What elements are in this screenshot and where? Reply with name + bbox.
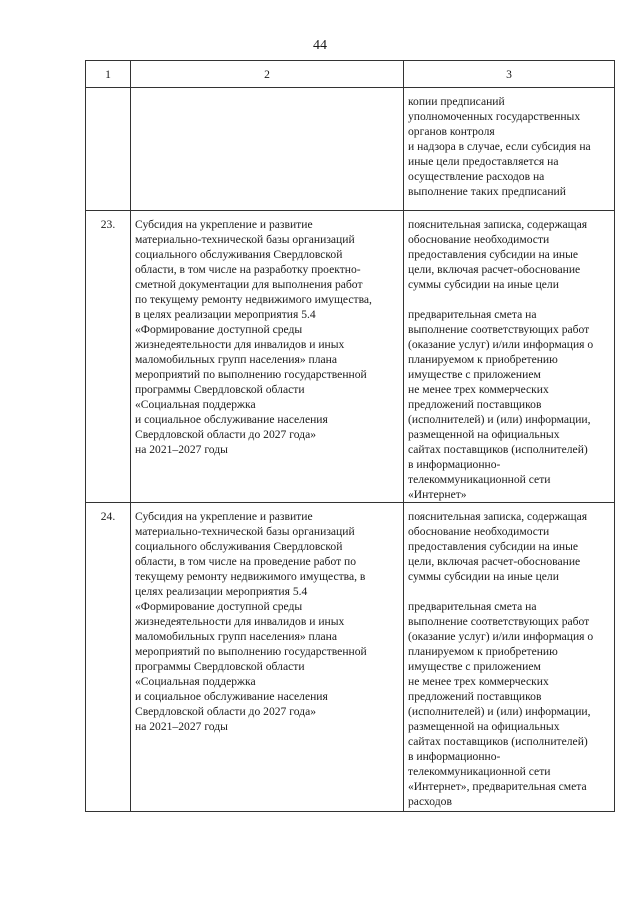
text-line: расходов xyxy=(408,795,452,808)
text-line: не менее трех коммерческих xyxy=(408,383,549,396)
text-line: социального обслуживания Свердловской xyxy=(135,248,343,261)
text-line: (оказание услуг) и/или информация о xyxy=(408,338,594,351)
cell-paragraph xyxy=(408,217,610,292)
text-line: мероприятий по выполнению государственной xyxy=(135,645,367,658)
text-line: «Социальная поддержка xyxy=(135,398,256,411)
text-line: Свердловской области до 2027 года» xyxy=(135,428,317,441)
text-line: Субсидия на укрепление и развитие xyxy=(135,218,313,231)
text-line: суммы субсидии на иные цели xyxy=(408,278,559,291)
text-line: (исполнителей) и (или) информации, xyxy=(408,705,591,718)
text-line: на 2021–2027 годы xyxy=(135,443,228,456)
text-line: предварительная смета на xyxy=(408,308,537,321)
text-line: обоснование необходимости xyxy=(408,525,550,538)
column-header-3: 3 xyxy=(404,61,615,88)
text-line: пояснительная записка, содержащая xyxy=(408,218,588,231)
text-line: маломобильных групп населения» плана xyxy=(135,353,338,366)
text-line: (оказание услуг) и/или информация о xyxy=(408,630,594,643)
table-header-row xyxy=(86,61,615,88)
text-line: иные цели предоставляется на xyxy=(408,155,559,168)
text-line: обоснование необходимости xyxy=(408,233,550,246)
text-line: области, в том числе на проведение работ по xyxy=(135,555,357,568)
text-line: Субсидия на укрепление и развитие xyxy=(135,510,313,523)
text-line: программы Свердловской области xyxy=(135,660,305,673)
table-row xyxy=(86,211,615,503)
text-line: и социальное обслуживание населения xyxy=(135,413,328,426)
text-line: суммы субсидии на иные цели xyxy=(408,570,559,583)
required-documents-cell xyxy=(404,88,615,211)
text-line: в информационно- xyxy=(408,750,501,763)
cell-paragraph xyxy=(408,599,610,809)
text-line: телекоммуникационной сети xyxy=(408,473,551,486)
text-line: программы Свердловской области xyxy=(135,383,305,396)
text-line: имуществе с приложением xyxy=(408,660,541,673)
text-line: (исполнителей) и (или) информации, xyxy=(408,413,591,426)
subsidy-description-cell xyxy=(131,88,404,211)
text-line: предоставления субсидии на иные xyxy=(408,248,579,261)
text-line: органов контроля xyxy=(408,125,495,138)
text-line: в целях реализации мероприятия 5.4 xyxy=(135,308,316,321)
subsidy-documents-table xyxy=(85,60,615,812)
text-line: выполнение соответствующих работ xyxy=(408,615,590,628)
text-line: копии предписаний xyxy=(408,95,505,108)
text-line: не менее трех коммерческих xyxy=(408,675,549,688)
text-line: предложений поставщиков xyxy=(408,690,542,703)
text-line: мероприятий по выполнению государственной xyxy=(135,368,367,381)
table-row xyxy=(86,88,615,211)
subsidy-description-cell xyxy=(131,211,404,503)
text-line: размещенной на официальных xyxy=(408,428,560,441)
text-line: и социальное обслуживание населения xyxy=(135,690,328,703)
column-header-2: 2 xyxy=(131,61,404,88)
text-line: планируемом к приобретению xyxy=(408,645,558,658)
text-line: телекоммуникационной сети xyxy=(408,765,551,778)
text-line: сайтах поставщиков (исполнителей) xyxy=(408,735,588,748)
cell-paragraph xyxy=(408,307,610,502)
text-line: «Формирование доступной среды xyxy=(135,600,303,613)
text-line: жизнедеятельности для инвалидов и иных xyxy=(135,615,345,628)
table-row xyxy=(86,503,615,812)
cell-paragraph xyxy=(408,509,610,584)
text-line: «Интернет», предварительная смета xyxy=(408,780,587,793)
row-number: 24. xyxy=(86,503,131,812)
text-line: и надзора в случае, если субсидия на xyxy=(408,140,591,153)
row-number: 23. xyxy=(86,211,131,503)
text-line: осуществление расходов на xyxy=(408,170,545,183)
text-line: цели, включая расчет-обоснование xyxy=(408,555,581,568)
text-line: материально-технической базы организаций xyxy=(135,525,355,538)
text-line: на 2021–2027 годы xyxy=(135,720,228,733)
cell-paragraph xyxy=(408,94,610,199)
text-line: социального обслуживания Свердловской xyxy=(135,540,343,553)
text-line: размещенной на официальных xyxy=(408,720,560,733)
text-line: целях реализации мероприятия 5.4 xyxy=(135,585,308,598)
required-documents-cell xyxy=(404,503,615,812)
text-line: «Социальная поддержка xyxy=(135,675,256,688)
cell-paragraph xyxy=(135,509,399,734)
text-line: предварительная смета на xyxy=(408,600,537,613)
text-line: «Интернет» xyxy=(408,488,467,501)
text-line: планируемом к приобретению xyxy=(408,353,558,366)
subsidy-description-cell xyxy=(131,503,404,812)
text-line: материально-технической базы организаций xyxy=(135,233,355,246)
text-line: по текущему ремонту недвижимого имущества, xyxy=(135,293,372,306)
cell-paragraph xyxy=(135,217,399,457)
required-documents-cell xyxy=(404,211,615,503)
text-line: сметной документации для выполнения работ xyxy=(135,278,363,291)
text-line: области, в том числе на разработку проектно- xyxy=(135,263,361,276)
text-line: цели, включая расчет-обоснование xyxy=(408,263,581,276)
text-line: «Формирование доступной среды xyxy=(135,323,303,336)
text-line: имуществе с приложением xyxy=(408,368,541,381)
row-number xyxy=(86,88,131,211)
text-line: в информационно- xyxy=(408,458,501,471)
text-line: Свердловской области до 2027 года» xyxy=(135,705,317,718)
text-line: пояснительная записка, содержащая xyxy=(408,510,588,523)
text-line: маломобильных групп населения» плана xyxy=(135,630,338,643)
column-header-1: 1 xyxy=(86,61,131,88)
text-line: предоставления субсидии на иные xyxy=(408,540,579,553)
text-line: предложений поставщиков xyxy=(408,398,542,411)
text-line: текущему ремонту недвижимого имущества, в xyxy=(135,570,366,583)
page-number: 44 xyxy=(313,38,327,53)
text-line: уполномоченных государственных xyxy=(408,110,581,123)
text-line: выполнение таких предписаний xyxy=(408,185,566,198)
text-line: выполнение соответствующих работ xyxy=(408,323,590,336)
text-line: сайтах поставщиков (исполнителей) xyxy=(408,443,588,456)
text-line: жизнедеятельности для инвалидов и иных xyxy=(135,338,345,351)
